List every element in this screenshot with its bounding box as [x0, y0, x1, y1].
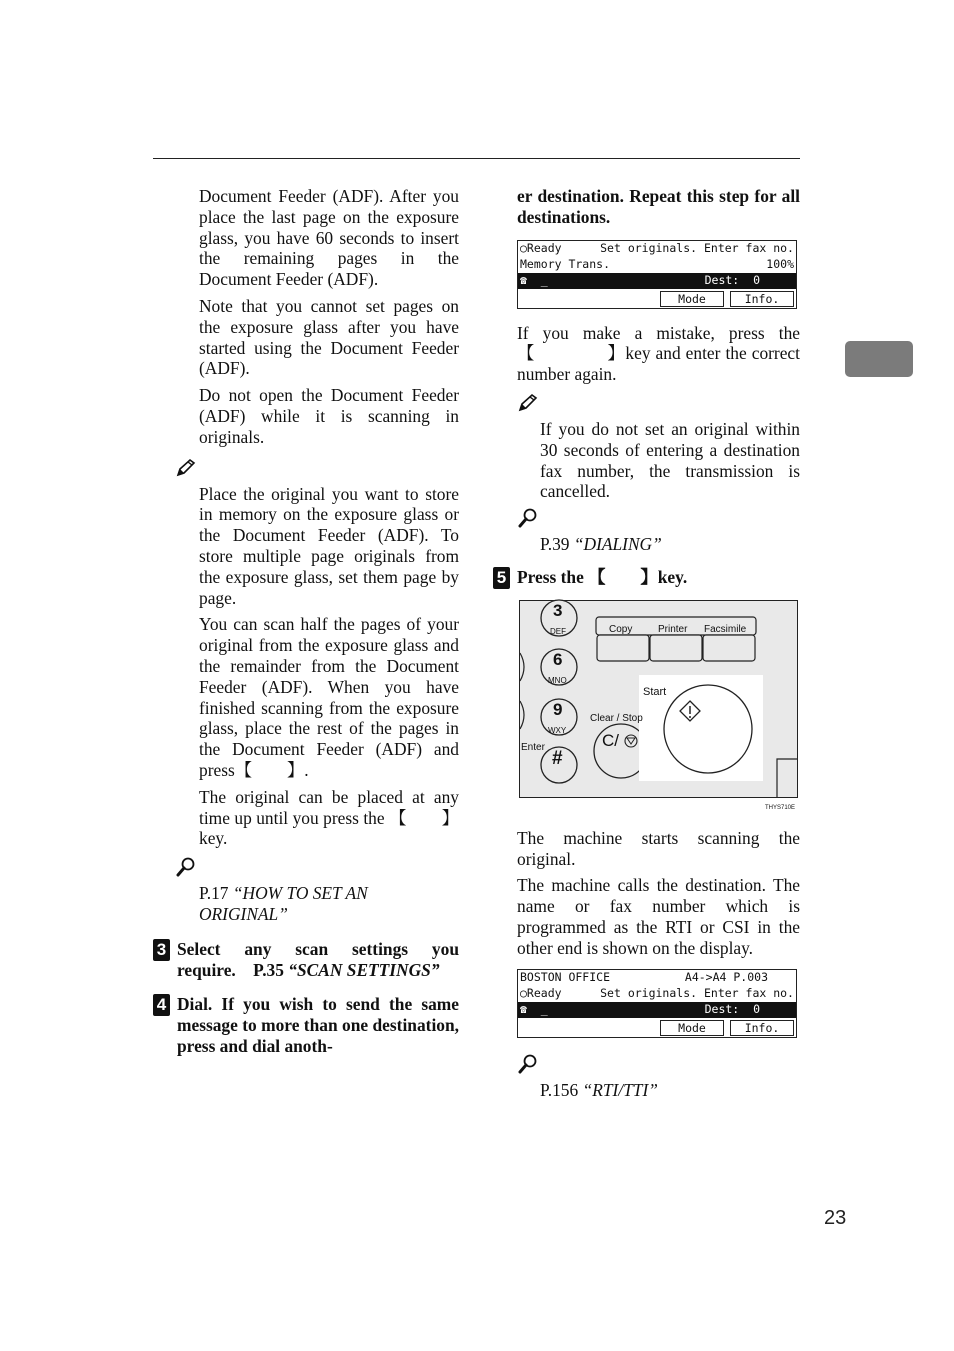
placed-anytime-note: The original can be placed at any time up until you press the 【 】key. — [199, 786, 459, 849]
lcd-display-memory-trans: ○Ready Set originals. Enter fax no. Memory Trans. 100% ☎ _ Dest: 0 Mode Info. — [517, 240, 797, 309]
enter-label: Enter — [521, 741, 545, 753]
clear-key-label: C/ — [602, 730, 619, 750]
adf-paragraph: Document Feeder (ADF). After you place the last page on the exposure glass, you have 60 seconds to insert the remaining pages in the Document Feeder (ADF). — [199, 186, 459, 290]
do-not-open-note: Do not open the Document Feeder (ADF) while it is scanning in originals. — [199, 385, 459, 447]
scanning-text: The machine starts scanning the original. — [517, 827, 800, 869]
key-6-label: 6 — [553, 649, 563, 669]
reference-magnifier-icon — [153, 857, 459, 879]
step-4: 4 Dial. If you wish to send the same message to more than one destination, press and dial anoth- — [153, 994, 459, 1056]
step-3: 3 Select any scan settings you require. P.35 “SCAN SETTINGS” — [153, 939, 459, 981]
timeout-note: If you do not set an original within 30 seconds of entering a destination fax number, the transmission is cancelled. — [540, 418, 800, 502]
calls-destination-text: The machine calls the destination. The name or fax number which is programmed as the RTI or CSI in the other end is shown on the display. — [517, 875, 800, 958]
key-9-sub: WXY — [548, 725, 567, 735]
mode-button[interactable]: Mode — [660, 291, 724, 307]
control-panel-illustration — [519, 600, 798, 811]
step-5-number: 5 — [493, 567, 510, 589]
step-5: 5 Press the 【 】key. — [493, 567, 800, 588]
right-column — [493, 186, 800, 1106]
lcd-display-boston-office: BOSTON OFFICE A4->A4 P.003 ○Ready Set originals. Enter fax no. ☎ _ Dest: 0 Mode Info. — [517, 969, 797, 1038]
mode-fax-label: Facsimile — [704, 623, 747, 635]
header-rule — [153, 158, 800, 159]
half-pages-note: You can scan half the pages of your original from the exposure glass and the remainder from the Document Feeder (ADF). When you have finished scanning from the exposure glass, place the rest of the pages in the Document Feeder (ADF) and press【 】. — [199, 614, 459, 780]
key-3-sub: DEF — [550, 626, 566, 636]
mode-copy-label: Copy — [609, 623, 633, 635]
left-column — [153, 186, 459, 1057]
step-4-number: 4 — [153, 994, 170, 1016]
mode-printer-label: Printer — [658, 623, 688, 635]
chapter-tab — [845, 341, 913, 377]
key-9-label: 9 — [553, 699, 563, 719]
reference-set-original: P.17 “HOW TO SET AN ORIGINAL” — [199, 883, 368, 924]
note-pencil-icon — [493, 393, 800, 415]
reference-rti-tti: P.156 “RTI/TTI” — [540, 1079, 658, 1100]
figure-caption: THYS710E — [764, 804, 795, 811]
step-4-continued: er destination. Repeat this step for all destinations. — [517, 186, 800, 227]
reference-magnifier-icon — [493, 1054, 800, 1076]
clear-stop-label: Clear / Stop — [590, 712, 643, 724]
note-pencil-icon — [153, 458, 459, 480]
key-hash-label: # — [552, 747, 563, 769]
info-button[interactable]: Info. — [730, 291, 794, 307]
start-label: Start — [643, 685, 667, 698]
mistake-text: If you make a mistake, press the 【 】key and enter the correct number again. — [517, 322, 800, 385]
page-number: 23 — [824, 1207, 847, 1229]
exposure-glass-note: Note that you cannot set pages on the exposure glass after you have started using the Document Feeder (ADF). — [199, 295, 459, 379]
store-original-note: Place the original you want to store in memory on the exposure glass or the Document Feeder (ADF). To store multiple page originals from the exposure glass, set them page by page. — [199, 483, 459, 608]
key-6-sub: MNO — [548, 675, 567, 685]
key-3-label: 3 — [553, 600, 563, 620]
step-3-number: 3 — [153, 939, 170, 961]
reference-magnifier-icon — [493, 508, 800, 530]
info-button[interactable]: Info. — [730, 1020, 794, 1036]
reference-dialing: P.39 “DIALING” — [540, 534, 662, 555]
mode-button[interactable]: Mode — [660, 1020, 724, 1036]
